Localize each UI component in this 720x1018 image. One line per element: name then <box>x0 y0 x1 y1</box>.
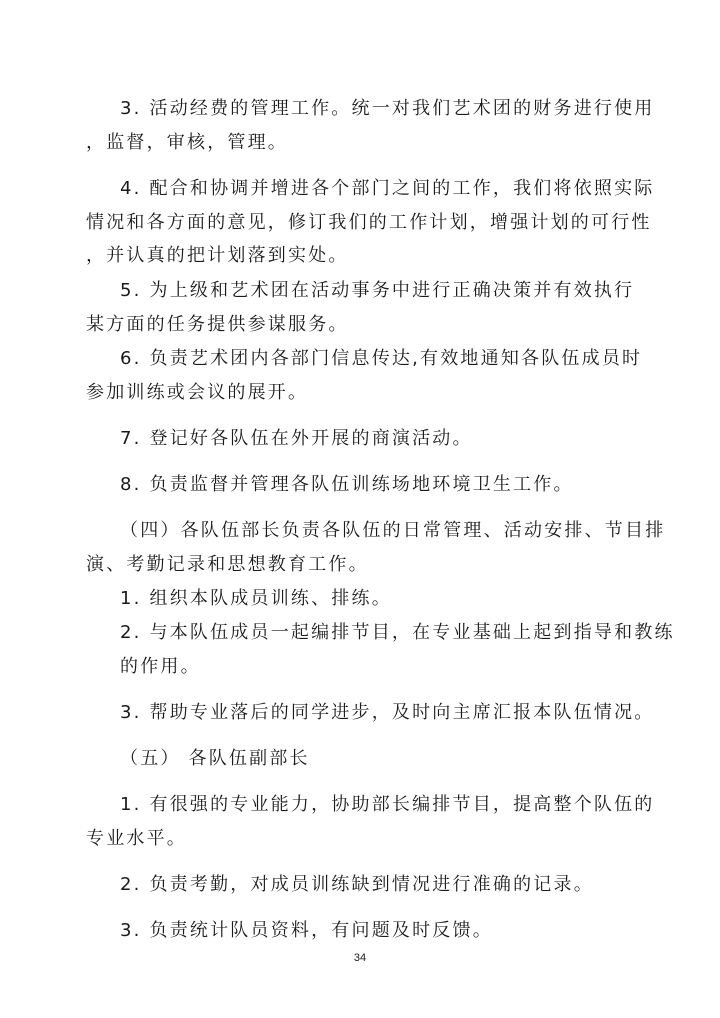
paragraph-line: 7. 登记好各队伍在外开展的商演活动。 <box>120 428 473 449</box>
section-heading-line: （五） 各队伍副部长 <box>120 748 310 769</box>
paragraph-line: 5. 为上级和艺术团在活动事务中进行正确决策并有效执行 <box>120 280 635 301</box>
paragraph-line: 的作用。 <box>120 656 201 677</box>
paragraph-line: 演、考勤记录和思想教育工作。 <box>86 554 369 575</box>
paragraph-line: 2. 与本队伍成员一起编排节目，在专业基础上起到指导和教练 <box>120 622 675 643</box>
paragraph-line: 3. 活动经费的管理工作。统一对我们艺术团的财务进行使用 <box>120 98 655 119</box>
paragraph-line: 2. 负责考勤，对成员训练缺到情况进行准确的记录。 <box>120 874 594 895</box>
paragraph-line: ，监督，审核，管理。 <box>86 132 288 153</box>
paragraph-line: 1. 组织本队成员训练、排练。 <box>120 588 392 609</box>
paragraph-line: 3. 负责统计队员资料，有问题及时反馈。 <box>120 920 493 941</box>
paragraph-line: 8. 负责监督并管理各队伍训练场地环境卫生工作。 <box>120 474 574 495</box>
paragraph-line: 专业水平。 <box>86 828 187 849</box>
section-heading-line: （四）各队伍部长负责各队伍的日常管理、活动安排、节目排 <box>120 520 666 541</box>
paragraph-line: 1. 有很强的专业能力，协助部长编排节目，提高整个队伍的 <box>120 794 655 815</box>
page-number: 34 <box>353 952 367 964</box>
paragraph-line: 6. 负责艺术团内各部门信息传达,有效地通知各队伍成员时 <box>120 348 643 369</box>
paragraph-line: 参加训练或会议的展开。 <box>86 382 309 403</box>
paragraph-line: 某方面的任务提供参谋服务。 <box>86 314 349 335</box>
paragraph-line: ，并认真的把计划落到实处。 <box>86 245 349 266</box>
paragraph-line: 3. 帮助专业落后的同学进步，及时向主席汇报本队伍情况。 <box>120 702 655 723</box>
paragraph-line: 4. 配合和协调并增进各个部门之间的工作，我们将依照实际 <box>120 178 655 199</box>
paragraph-line: 情况和各方面的意见，修订我们的工作计划，增强计划的可行性 <box>86 212 652 233</box>
